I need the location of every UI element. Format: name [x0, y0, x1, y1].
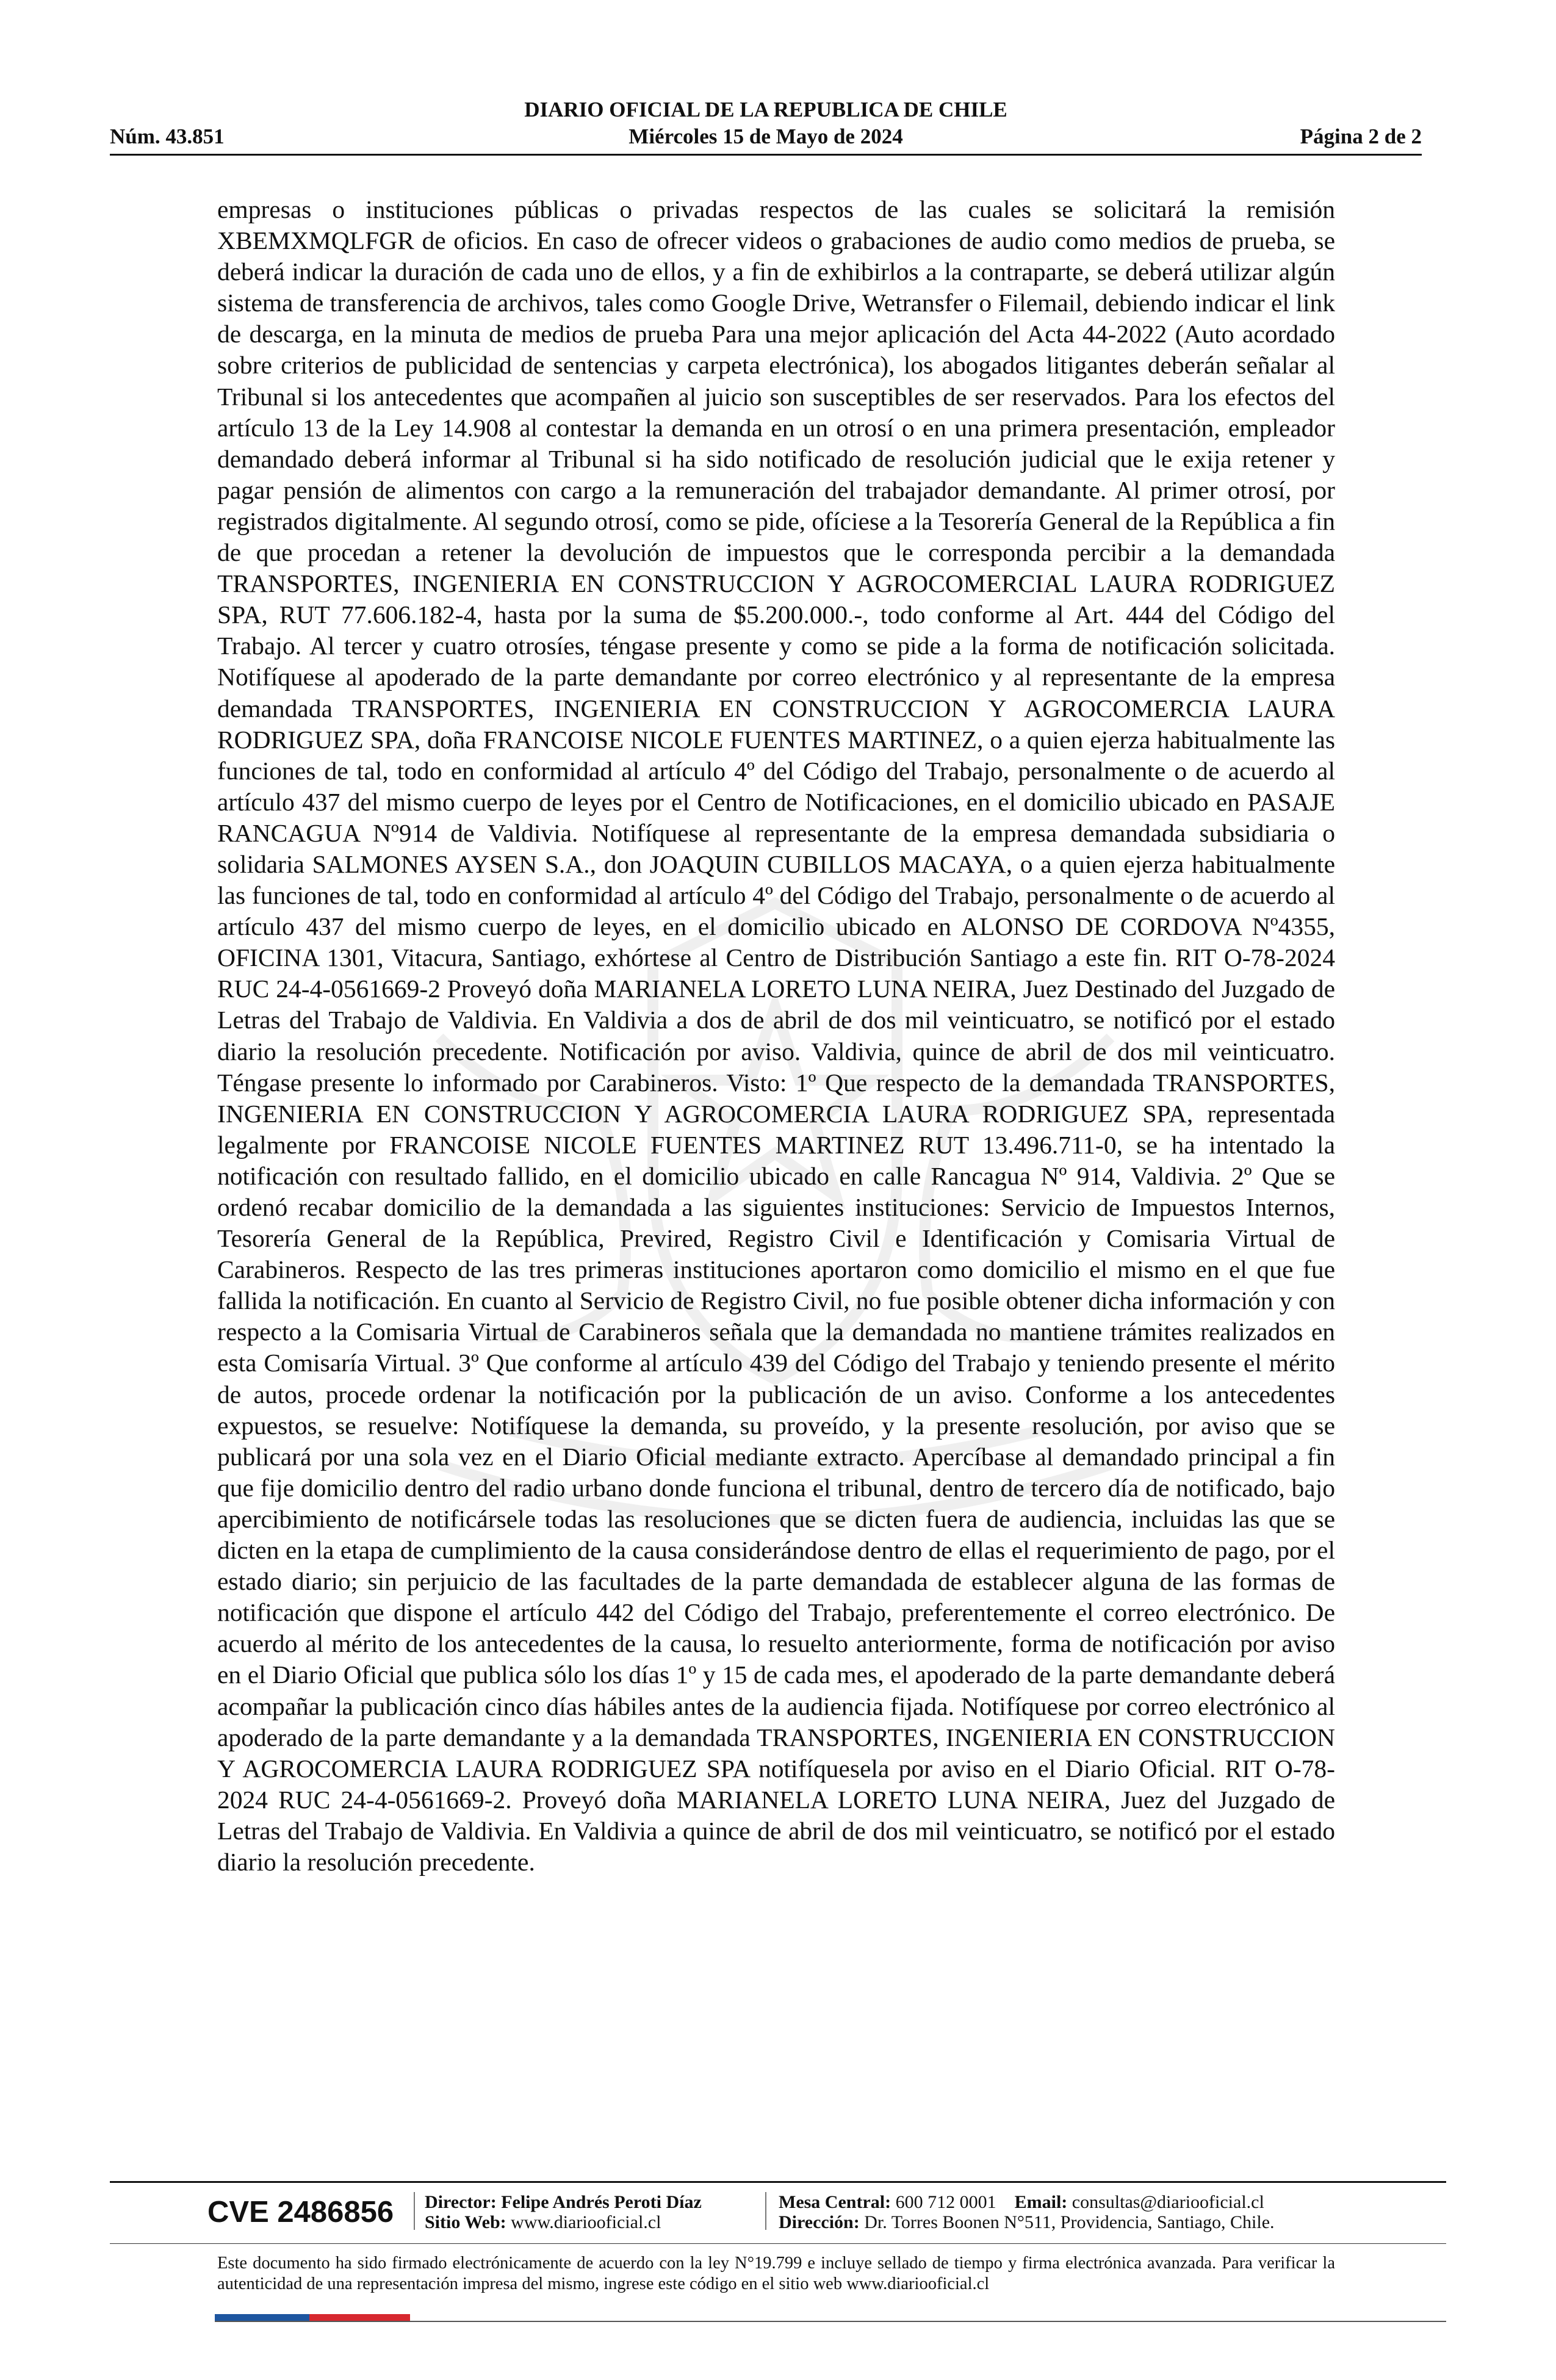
footer-contact-block: [779, 2192, 1275, 2232]
director-label: Director:: [425, 2192, 497, 2212]
website-label: Sitio Web:: [425, 2212, 506, 2232]
address-label: Dirección:: [779, 2212, 860, 2232]
mesa-label: Mesa Central:: [779, 2192, 891, 2212]
page-number: Página 2 de 2: [1300, 124, 1422, 148]
website-link[interactable]: www.diariooficial.cl: [511, 2212, 661, 2232]
mesa-phone: 600 712 0001: [895, 2192, 996, 2212]
footer-divider: [110, 2181, 1446, 2183]
publication-date: Miércoles 15 de Mayo de 2024: [629, 124, 903, 148]
footer-director-block: [425, 2192, 702, 2232]
footer-separator: [765, 2192, 766, 2230]
header-divider: [110, 154, 1422, 156]
document-body-text: empresas o instituciones públicas o privadas respectos de las cuales se solicitará la remisión XBEMXMQLFGR de oficios. En caso de ofrecer videos o grabaciones de audio como medios de prueba, se deberá indicar la duración de cada uno de ellos, y a fin de exhibirlos a la contraparte, se deberá utilizar algún sistema de transferencia de archivos, tales como Google Drive, Wetransfer o Filemail, debiendo indicar el link de descarga, en la minuta de medios de prueba Para una mejor aplicación del Acta 44-2022 (Auto acordado sobre criterios de publicidad de sentencias y carpeta electrónica), los abogados litigantes deberán señalar al Tribunal si los antecedentes que acompañen al juicio son susceptibles de ser reservados. Para los efectos del artículo 13 de la Ley 14.908 al contestar la demanda en un otrosí o en una primera presentación, empleador demandado deberá informar al Tribunal si ha sido notificado de resolución judicial que le exija retener y pagar pensión de alimentos con cargo a la remuneración del trabajador demandante. Al primer otrosí, por registrados digitalmente. Al segundo otrosí, como se pide, ofíciese a la Tesorería General de la República a fin de que procedan a retener la devolución de impuestos que le corresponda percibir a la demandada TRANSPORTES, INGENIERIA EN CONSTRUCCION Y AGROCOMERCIAL LAURA RODRIGUEZ SPA, RUT 77.606.182-4, hasta por la suma de $5.200.000.-, todo conforme al Art. 444 del Código del Trabajo. Al tercer y cuatro otrosíes, téngase presente y como se pide a la forma de notificación solicitada. Notifíquese al apoderado de la parte demandante por correo electrónico y al representante de la empresa demandada TRANSPORTES, INGENIERIA EN CONSTRUCCION Y AGROCOMERCIA LAURA RODRIGUEZ SPA, doña FRANCOISE NICOLE FUENTES MARTINEZ, o a quien ejerza habitualmente las funciones de tal, todo en conformidad al artículo 4º del Código del Trabajo, personalmente o de acuerdo al artículo 437 del mismo cuerpo de leyes por el Centro de Notificaciones, en el domicilio ubicado en PASAJE RANCAGUA Nº914 de Valdivia. Notifíquese al representante de la empresa demandada subsidiaria o solidaria SALMONES AYSEN S.A., don JOAQUIN CUBILLOS MACAYA, o a quien ejerza habitualmente las funciones de tal, todo en conformidad al artículo 4º del Código del Trabajo, personalmente o de acuerdo al artículo 437 del mismo cuerpo de leyes, en el domicilio ubicado en ALONSO DE CORDOVA Nº4355, OFICINA 1301, Vitacura, Santiago, exhórtese al Centro de Distribución Santiago a este fin. RIT O-78-2024 RUC 24-4-0561669-2 Proveyó doña MARIANELA LORETO LUNA NEIRA, Juez Destinado del Juzgado de Letras del Trabajo de Valdivia. En Valdivia a dos de abril de dos mil veinticuatro, se notificó por el estado diario la resolución precedente. Notificación por aviso. Valdivia, quince de abril de dos mil veinticuatro. Téngase presente lo informado por Carabineros. Visto: 1º Que respecto de la demandada TRANSPORTES, INGENIERIA EN CONSTRUCCION Y AGROCOMERCIA LAURA RODRIGUEZ SPA, representada legalmente por FRANCOISE NICOLE FUENTES MARTINEZ RUT 13.496.711-0, se ha intentado la notificación con resultado fallido, en el domicilio ubicado en calle Rancagua Nº 914, Valdivia. 2º Que se ordenó recabar domicilio de la demandada a las siguientes instituciones: Servicio de Impuestos Internos, Tesorería General de la República, Previred, Registro Civil e Identificación y Comisaria Virtual de Carabineros. Respecto de las tres primeras instituciones aportaron como domicilio el mismo en el que fue fallida la notificación. En cuanto al Servicio de Registro Civil, no fue posible obtener dicha información y con respecto a la Comisaria Virtual de Carabineros señala que la demandada no mantiene trámites realizados en esta Comisaría Virtual. 3º Que conforme al artículo 439 del Código del Trabajo y teniendo presente el mérito de autos, procede ordenar la notificación por la publicación de un aviso. Conforme a los antecedentes expuestos, se resuelve: Notifíquese la demanda, su proveído, y la presente resolución, por aviso que se publicará por una sola vez en el Diario Oficial mediante extracto. Apercíbase al demandado principal a fin que fije domicilio dentro del radio urbano donde funciona el tribunal, dentro de tercero día de notificado, bajo apercibimiento de notificársele todas las resoluciones que se dicten fuera de audiencia, incluidas las que se dicten en la etapa de cumplimiento de la causa considerándose dentro de ellas el requerimiento de pago, por el estado diario; sin perjuicio de las facultades de la parte demandada de establecer alguna de las formas de notificación que dispone el artículo 442 del Código del Trabajo, preferentemente el correo electrónico. De acuerdo al mérito de los antecedentes de la causa, lo resuelto anteriormente, forma de notificación por aviso en el Diario Oficial que publica sólo los días 1º y 15 de cada mes, el apoderado de la parte demandante deberá acompañar la publicación cinco días hábiles antes de la audiencia fijada. Notifíquese por correo electrónico al apoderado de la parte demandante y a la demandada TRANSPORTES, INGENIERIA EN CONSTRUCCION Y AGROCOMERCIA LAURA RODRIGUEZ SPA notifíquesela por aviso en el Diario Oficial. RIT O-78-2024 RUC 24-4-0561669-2. Proveyó doña MARIANELA LORETO LUNA NEIRA, Juez del Juzgado de Letras del Trabajo de Valdivia. En Valdivia a quince de abril de dos mil veinticuatro, se notificó por el estado diario la resolución precedente.: [217, 195, 1335, 1876]
cve-code: CVE 2486856: [207, 2196, 394, 2229]
footer-inner-divider: [110, 2243, 1446, 2244]
edition-number: Núm. 43.851: [110, 124, 225, 148]
publication-title: DIARIO OFICIAL DE LA REPUBLICA DE CHILE: [524, 98, 1007, 121]
page-header: [110, 96, 1422, 148]
bottom-rule: [215, 2321, 1446, 2322]
email-label: Email:: [1014, 2192, 1068, 2212]
email-link[interactable]: consultas@diariooficial.cl: [1072, 2192, 1264, 2212]
footer-separator: [414, 2192, 415, 2230]
address-text: Dr. Torres Boonen N°511, Providencia, Santiago, Chile.: [864, 2212, 1275, 2232]
director-name: Felipe Andrés Peroti Díaz: [501, 2192, 702, 2212]
signature-disclaimer: Este documento ha sido firmado electrónicamente de acuerdo con la ley N°19.799 e incluye sellado de tiempo y firma electrónica avanzada. Para verificar la autenticidad de una representación impresa del mismo, ingrese este código en el sitio web www.diariooficial.cl: [217, 2254, 1335, 2293]
